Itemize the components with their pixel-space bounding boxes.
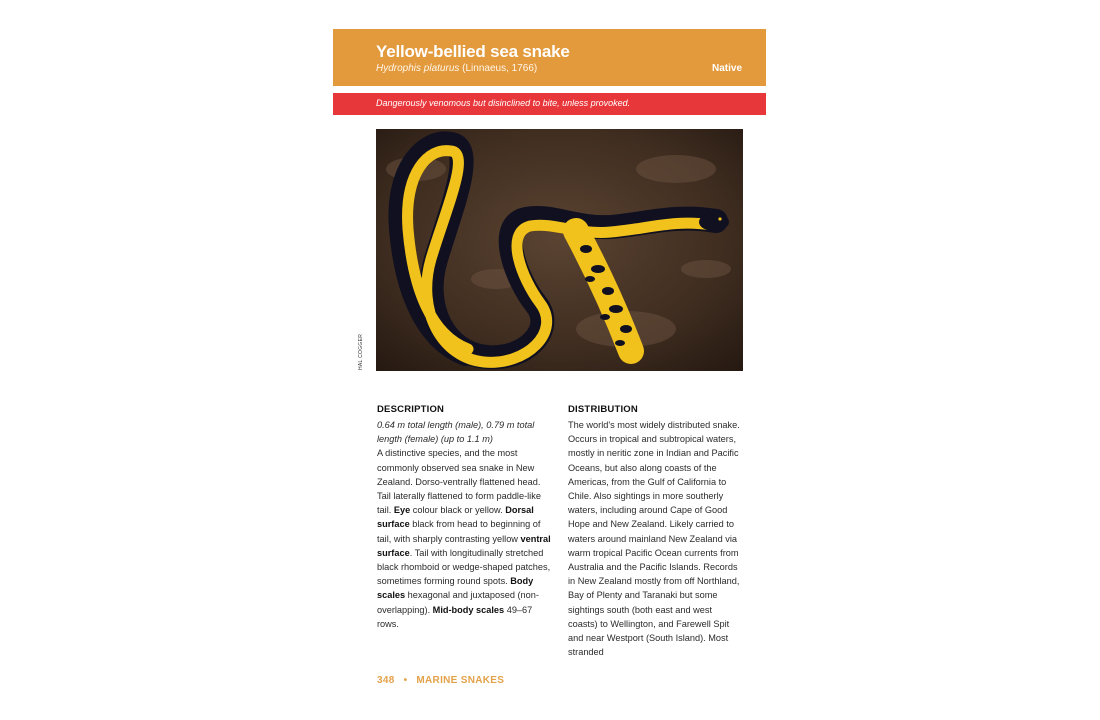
description-heading: DESCRIPTION [377, 404, 445, 415]
status-badge: Native [711, 63, 742, 74]
scientific-binomial: Hydrophis platurus [376, 63, 460, 74]
description-size: 0.64 m total length (male), 0.79 m total length (female) (up to 1.1 m) [377, 420, 535, 445]
footer-separator: • [403, 675, 408, 686]
scientific-name [376, 63, 537, 74]
venom-warning-banner [333, 93, 766, 115]
distribution-column [568, 404, 743, 659]
distribution-body: The world's most widely distributed snake. Occurs in tropical and subtropical waters, mostly in neritic zone in Indian and Pacific Oceans, but also along coasts of the Americas, from the Gulf of California to Chile. Also sightings in more southerly waters, including around Cape of Good Hope and New Zealand. Likely carried to waters around mainland New Zealand via warm tropical Pacific Ocean currents from Australia and the Pacific Islands. Records in New Zealand mostly from off Northland, Bay of Plenty and Taranaki but some sightings south (both east and west coasts) to Wellington, and Farewell Spit and near Westport (South Island). Most stranded [568, 420, 740, 658]
description-column [377, 404, 552, 631]
page-footer [377, 675, 504, 686]
section-name: MARINE SNAKES [416, 675, 505, 686]
page-number: 348 [377, 675, 395, 686]
photo-credit: HAL COGGER [358, 333, 364, 370]
distribution-heading: DISTRIBUTION [568, 404, 638, 415]
snake-illustration [376, 129, 743, 371]
species-title: Yellow-bellied sea snake [376, 42, 570, 61]
snake-photo [376, 129, 743, 371]
scientific-authority: (Linnaeus, 1766) [462, 63, 538, 74]
warning-text: Dangerously venomous but disinclined to bite, unless provoked. [376, 98, 631, 108]
description-body: A distinctive species, and the most commonly observed sea snake in New Zealand. Dorso-ventrally flattened head. Tail laterally flattened to form paddle-like tail. Eye colour black or yellow. Dorsal surface black from head to beginning of tail, with sharply contrasting yellow ventral surface. Tail with longitudinally stretched black rhomboid or wedge-shaped patches, sometimes forming round spots. Body scales hexagonal and juxtaposed (non-overlapping). Mid-body scales 49–67 rows. [377, 448, 551, 629]
species-header [333, 29, 766, 86]
